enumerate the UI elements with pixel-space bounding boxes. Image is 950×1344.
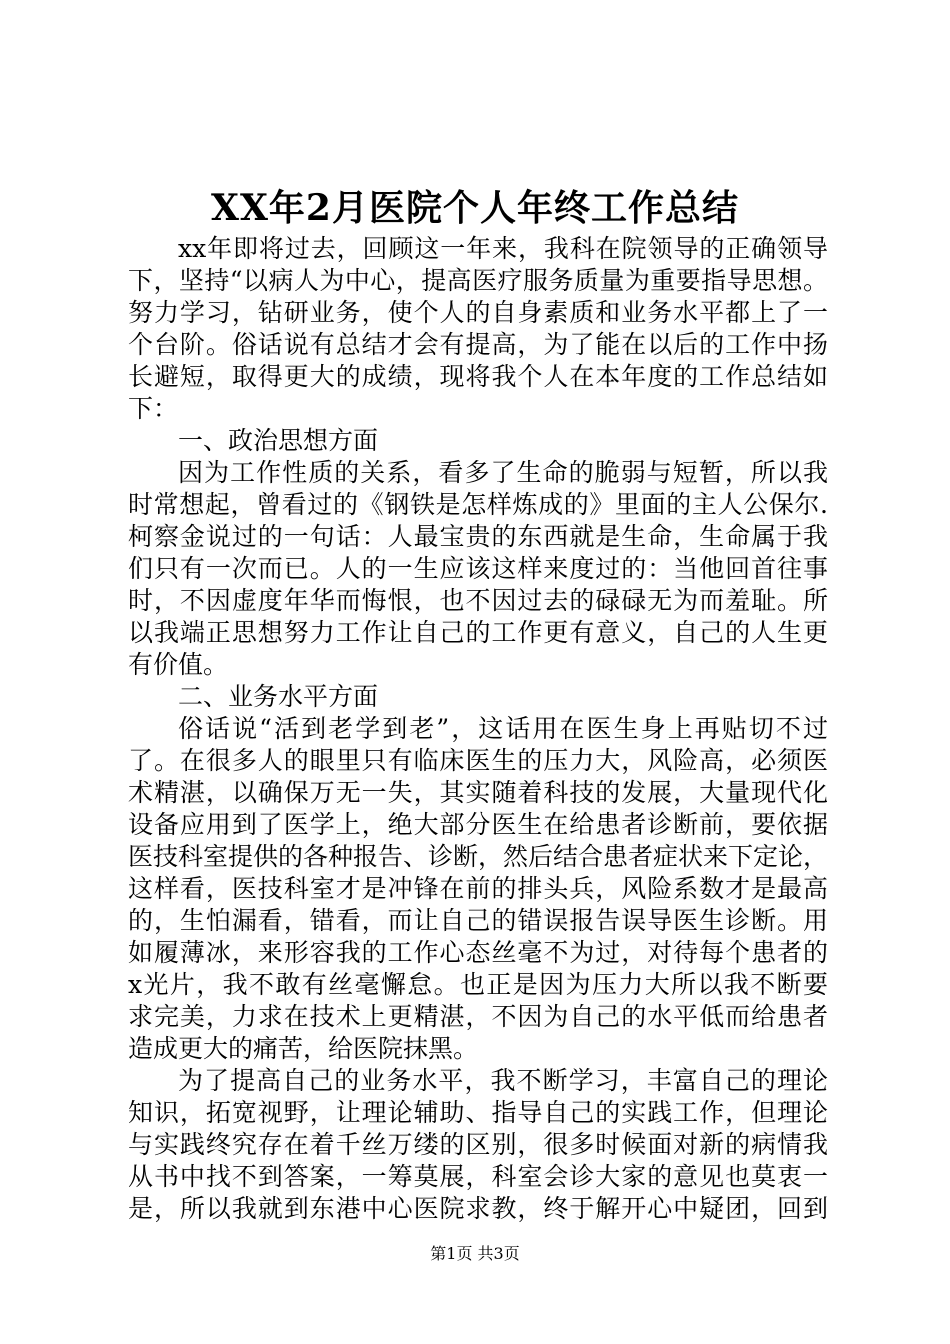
text-line: 从书中找不到答案，一筹莫展，科室会诊大家的意见也莫衷一: [128, 1162, 828, 1191]
text-line: 为了提高自己的业务水平，我不断学习，丰富自己的理论: [178, 1066, 828, 1095]
document-body: [128, 233, 828, 1225]
text-line: 求完美，力求在技术上更精湛，不因为自己的水平低而给患者: [128, 1002, 828, 1031]
text-line: 们只有一次而已。人的一生应该这样来度过的：当他回首往事: [128, 554, 828, 583]
text-line: 知识，拓宽视野，让理论辅助、指导自己的实践工作，但理论: [128, 1098, 828, 1127]
text-line: 造成更大的痛苦，给医院抹黑。: [128, 1034, 479, 1063]
text-line: 是，所以我就到东港中心医院求教，终于解开心中疑团，回到: [128, 1194, 828, 1223]
text-line: 个台阶。俗话说有总结才会有提高，为了能在以后的工作中扬: [128, 330, 828, 359]
text-line: 的，生怕漏看，错看，而让自己的错误报告误导医生诊断。用: [128, 906, 828, 935]
text-line: 时常想起，曾看过的《钢铁是怎样炼成的》里面的主人公保尔.: [128, 490, 828, 519]
text-line: 术精湛，以确保万无一失，其实随着科技的发展，大量现代化: [128, 778, 828, 807]
text-line: 下，坚持“以病人为中心，提高医疗服务质量为重要指导思想。: [128, 266, 828, 295]
text-line: 设备应用到了医学上，绝大部分医生在给患者诊断前，要依据: [128, 810, 828, 839]
document-title: XX年2月医院个人年终工作总结: [211, 187, 739, 229]
text-line: 了。在很多人的眼里只有临床医生的压力大，风险高，必须医: [128, 746, 828, 775]
text-line: 柯察金说过的一句话：人最宝贵的东西就是生命，生命属于我: [128, 522, 828, 551]
text-line: 以我端正思想努力工作让自己的工作更有意义，自己的人生更: [128, 618, 828, 647]
text-line: 长避短，取得更大的成绩，现将我个人在本年度的工作总结如: [128, 362, 828, 391]
section-heading: 一、政治思想方面: [178, 426, 379, 455]
text-line: 这样看，医技科室才是冲锋在前的排头兵，风险系数才是最高: [128, 874, 828, 903]
text-line: 如履薄冰，来形容我的工作心态丝毫不为过，对待每个患者的: [128, 938, 828, 967]
text-line: x光片，我不敢有丝毫懈怠。也正是因为压力大所以我不断要: [128, 970, 828, 999]
text-line: 有价值。: [128, 650, 229, 679]
text-line: 下：: [128, 394, 179, 423]
text-line: 时，不因虚度年华而悔恨，也不因过去的碌碌无为而羞耻。所: [128, 586, 828, 615]
text-line: xx年即将过去，回顾这一年来，我科在院领导的正确领导: [178, 234, 828, 263]
section-heading: 二、业务水平方面: [178, 682, 379, 711]
text-line: 俗话说“活到老学到老”，这话用在医生身上再贴切不过: [178, 714, 828, 743]
page-indicator: 第1页 共3页: [430, 1244, 520, 1263]
text-line: 医技科室提供的各种报告、诊断，然后结合患者症状来下定论，: [128, 842, 829, 871]
text-line: 因为工作性质的关系，看多了生命的脆弱与短暂，所以我: [178, 458, 828, 487]
text-line: 与实践终究存在着千丝万缕的区别，很多时候面对新的病情我: [128, 1130, 828, 1159]
text-line: 努力学习，钻研业务，使个人的自身素质和业务水平都上了一: [128, 298, 828, 327]
